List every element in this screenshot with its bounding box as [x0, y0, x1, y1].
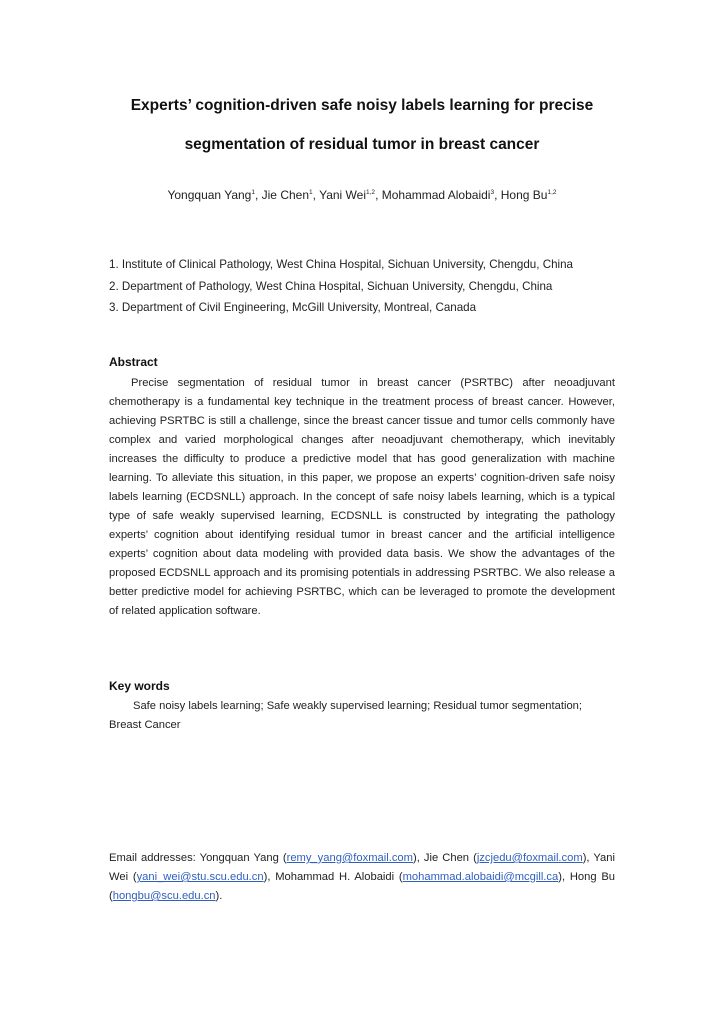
paper-title-line-1: Experts’ cognition-driven safe noisy labels learning for precise [130, 97, 594, 114]
author-affiliation-mark: 1 [251, 189, 255, 196]
abstract-heading: Abstract [109, 355, 158, 369]
email-author-name: Yani Wei [109, 852, 615, 883]
keywords-heading: Key words [109, 679, 170, 693]
affiliation-list [109, 254, 629, 319]
email-author-name: Mohammad H. Alobaidi [275, 871, 395, 883]
email-addresses: Email addresses: Yongquan Yang (remy_yang@foxmail.com), Jie Chen (jzcjedu@foxmail.com), Yani Wei (yani_wei@stu.scu.edu.cn), Mohammad H. Alobaidi (mohammad.alobaidi@mcgill.ca), Hong Bu (hongbu@scu.edu.cn). [109, 852, 616, 902]
email-prefix: Email addresses: [109, 852, 200, 864]
affiliation-item: 2. Department of Pathology, West China Hospital, Sichuan University, Chengdu, China [109, 279, 553, 293]
author-name: Mohammad Alobaidi [381, 188, 491, 202]
email-link[interactable]: hongbu@scu.edu.cn [112, 890, 216, 902]
author-name: Hong Bu [500, 188, 548, 202]
paper-title-line-2: segmentation of residual tumor in breast cancer [184, 136, 540, 153]
author-affiliation-mark: 1,2 [366, 189, 376, 196]
author-affiliation-mark: 1 [309, 189, 313, 196]
abstract-text: Precise segmentation of residual tumor in breast cancer (PSRTBC) after neoadjuvant chemotherapy is a fundamental key technique in the treatment process of breast cancer. However, achieving PSRTBC is still a challenge, since the breast cancer tissue and tumor cells commonly have complex and varied morphological changes after neoadjuvant chemotherapy, which inevitably increases the difficulty to produce a predictive model that has good generalization with machine learning. To alleviate this situation, in this paper, we propose an experts’ cognition-driven safe noisy labels learning (ECDSNLL) approach. In the concept of safe noisy labels learning, which is a typical type of safe weakly supervised learning, ECDSNLL is constructed by integrating the pathology experts’ cognition about identifying residual tumor in breast cancer and the artificial intelligence experts’ cognition about data modeling with provided data basis. We show the advantages of the proposed ECDSNLL approach and its promising potentials in addressing PSRTBC. We also release a better predictive model for achieving PSRTBC, which can be leveraged to promote the development of related application software. [109, 377, 615, 617]
email-link[interactable]: yani_wei@stu.scu.edu.cn [136, 871, 264, 883]
author-affiliation-mark: 3 [490, 189, 495, 196]
email-link[interactable]: jzcjedu@foxmail.com [476, 852, 583, 864]
email-author-name: Yongquan Yang [199, 852, 279, 864]
author-name: Jie Chen [261, 188, 310, 202]
affiliation-item: 3. Department of Civil Engineering, McGill University, Montreal, Canada [109, 301, 477, 314]
email-link[interactable]: remy_yang@foxmail.com [286, 852, 413, 864]
author-name: Yongquan Yang [167, 188, 252, 202]
author-affiliation-mark: 1,2 [547, 189, 557, 196]
author-name: Yani Wei [319, 188, 367, 202]
keywords-text: Safe noisy labels learning; Safe weakly supervised learning; Residual tumor segmentation; Breast Cancer [109, 700, 582, 731]
email-author-name: Hong Bu [569, 871, 616, 883]
email-author-name: Jie Chen [423, 852, 470, 864]
author-list: Yongquan Yang$^1$, Jie Chen$^1$, Yani Wei$^{1,2}$, Mohammad Alobaidi$^3$, Hong Bu$^{1,2}$ [167, 188, 557, 202]
email-link[interactable]: mohammad.alobaidi@mcgill.ca [402, 871, 559, 883]
affiliation-item: 1. Institute of Clinical Pathology, West China Hospital, Sichuan University, Chengdu, China [109, 258, 573, 271]
